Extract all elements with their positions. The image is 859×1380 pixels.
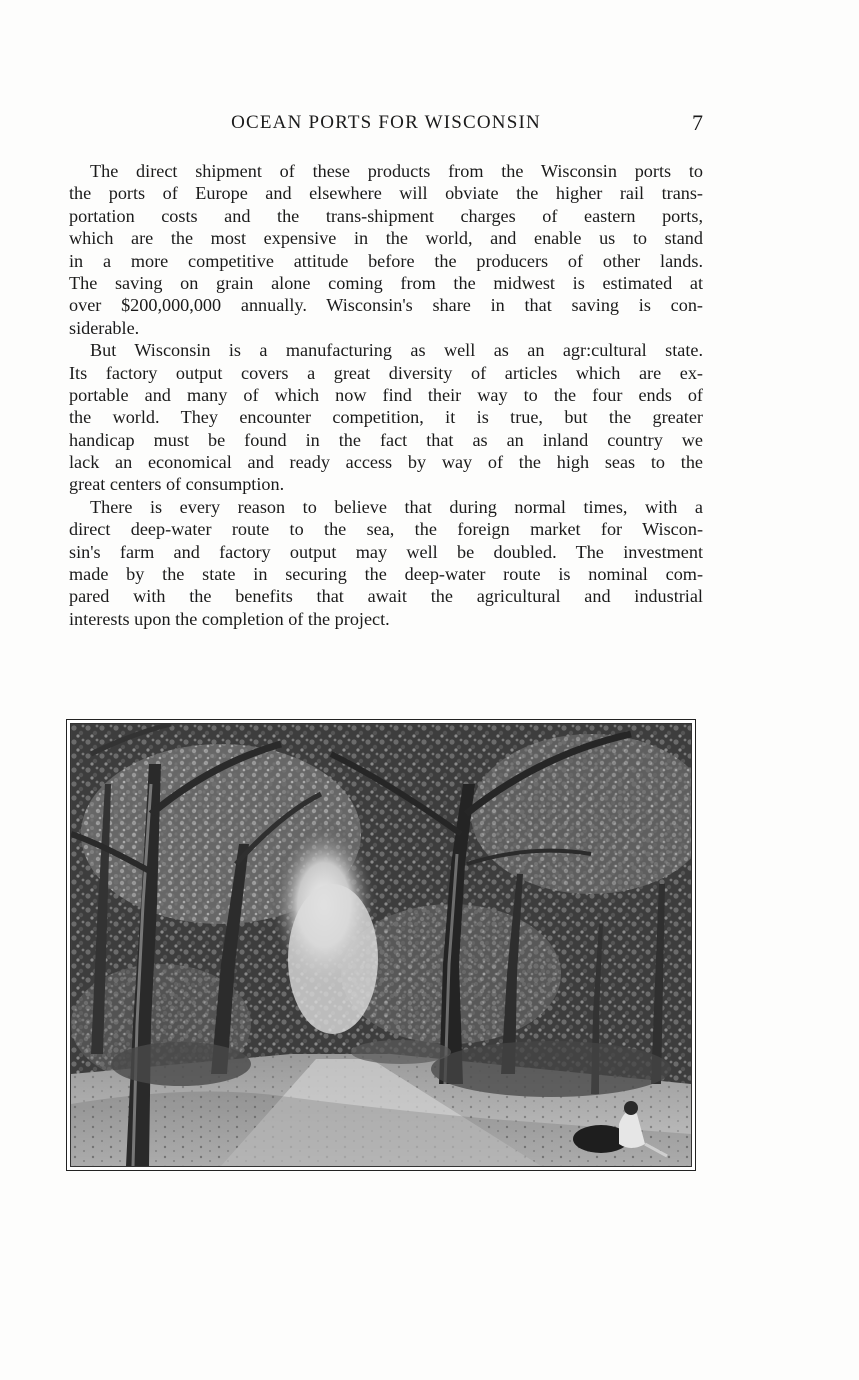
text-line: But Wisconsin is a manufacturing as well as an agr:cultural state. — [90, 340, 703, 361]
text-line: interests upon the completion of the project. — [69, 608, 390, 629]
text-line: lack an economical and ready access by way of the high seas to the — [69, 452, 703, 473]
text-line: the ports of Europe and elsewhere will obviate the higher rail trans- — [69, 183, 703, 204]
text-line: portation costs and the trans-shipment charges of eastern ports, — [69, 205, 703, 226]
text-line: over $200,000,000 annually. Wisconsin's share in that saving is con- — [69, 295, 703, 316]
paragraph-3 — [69, 496, 703, 630]
text-line: sin's farm and factory output may well be doubled. The investment — [69, 541, 703, 562]
running-title: OCEAN PORTS FOR WISCONSIN — [231, 112, 541, 133]
paragraph-2 — [69, 339, 703, 496]
text-line: great centers of consumption. — [69, 474, 285, 495]
photograph-frame — [66, 719, 696, 1171]
text-line: Its factory output covers a great diversity of articles which are ex- — [69, 362, 703, 383]
page-number: 7 — [692, 110, 703, 135]
text-line: made by the state in securing the deep-water route is nominal com- — [69, 564, 703, 585]
text-line: There is every reason to believe that during normal times, with a — [90, 496, 703, 517]
text-line: in a more competitive attitude before the producers of other lands. — [69, 250, 703, 271]
paragraph-1 — [69, 160, 703, 339]
text-line: the world. They encounter competition, it is true, but the greater — [69, 407, 703, 428]
text-line: The direct shipment of these products from the Wisconsin ports to — [90, 161, 703, 181]
text-line: which are the most expensive in the world, and enable us to stand — [69, 228, 703, 249]
text-line: The saving on grain alone coming from the midwest is estimated at — [69, 272, 703, 293]
text-line: siderable. — [69, 317, 140, 338]
forest-road-photo — [70, 723, 692, 1167]
text-line: pared with the benefits that await the agricultural and industrial — [69, 586, 703, 607]
text-line: handicap must be found in the fact that as an inland country we — [69, 429, 703, 450]
text-line: direct deep-water route to the sea, the foreign market for Wiscon- — [69, 519, 703, 540]
body-text — [69, 160, 703, 630]
running-head — [69, 110, 703, 136]
text-line: portable and many of which now find their way to the four ends of — [69, 384, 703, 405]
forest-road-illustration — [71, 724, 691, 1166]
